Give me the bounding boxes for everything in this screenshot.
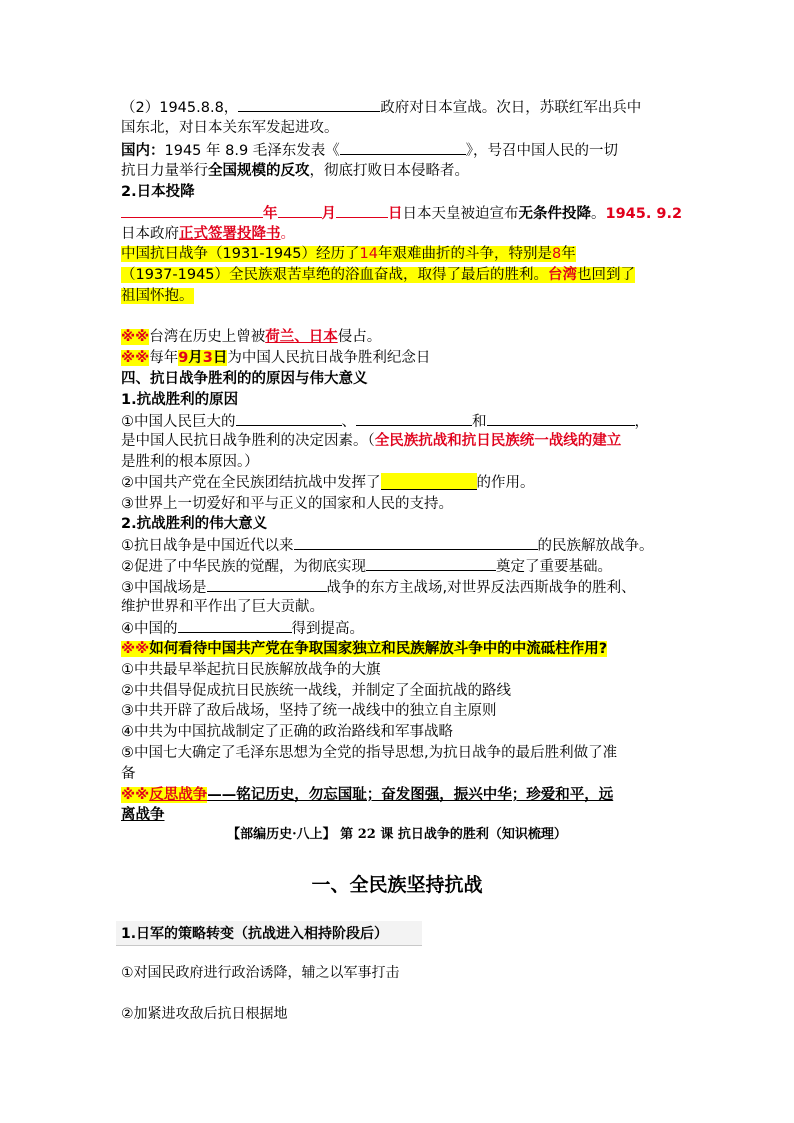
blank-government[interactable] [238,97,380,112]
summary-line-3: 祖国怀抱。 [121,288,194,304]
strategy-1: ①对国民政府进行政治诱降，辅之以军事打击 [121,965,400,981]
blank-meaning-1[interactable] [294,535,538,550]
blank-day[interactable] [336,203,388,218]
blank-cpc-role[interactable] [381,473,477,490]
answer-5-cont: 备 [121,766,136,782]
blank-meaning-3[interactable] [207,577,327,592]
blank-reason-b[interactable] [356,411,472,426]
document-title: 【部编历史·八上】 第 22 课 抗日战争的胜利（知识梳理） [227,827,567,842]
summary-line-2: （1937-1945）全民族艰苦卓绝的浴血奋战，取得了最后的胜利。台湾也回到了 [121,267,636,283]
reason-3: ③世界上一切爱好和平与正义的国家和人民的支持。 [121,496,453,512]
answer-4: ④中共为中国抗战制定了正确的政治路线和军事战略 [121,724,453,740]
domestic-line: 国内：1945 年 8.9 毛泽东发表《 》，号召中国人民的一切 [121,140,618,161]
reason-1-cont: 是中国人民抗日战争胜利的决定因素。（全民族抗战和抗日民族统一战线的建立 [121,433,622,449]
answer-2: ②中共倡导促成抗日民族统一战线，并制定了全面抗战的路线 [121,683,511,699]
question-cpc: ※※如何看待中国共产党在争取国家独立和民族解放斗争中的中流砥柱作用? [121,641,608,657]
reason-1-cont-2: 是胜利的根本原因。） [121,454,259,470]
reflect-war: ※※反思战争——铭记历史，勿忘国耻；奋发图强，振兴中华；珍爱和平，远 [121,787,614,803]
surrender-date-line: 年 月 日日本天皇被迫宣布无条件投降。1945. 9.2 [121,203,682,224]
meaning-4: ④中国的 得到提高。 [121,618,364,639]
blank-meaning-4[interactable] [178,618,292,633]
soviet-war-line-2: 国东北，对日本关东军发起进攻。 [121,120,339,136]
heading-reasons: 1.抗战胜利的原因 [121,392,239,408]
meaning-3-cont: 维护世界和平作出了巨大贡献。 [121,599,324,615]
blank-year[interactable] [121,203,263,218]
heading-strategy: 1.日军的策略转变（抗战进入相持阶段后） [121,926,389,942]
answer-5: ⑤中国七大确定了毛泽东思想为全党的指导思想,为抗日战争的最后胜利做了准 [121,745,618,761]
answer-3: ③中共开辟了敌后战场，坚持了统一战线中的独立自主原则 [121,703,497,719]
strategy-2: ②加紧进攻敌后抗日根据地 [121,1006,288,1022]
note-taiwan: ※※台湾在历史上曾被荷兰、日本侵占。 [121,329,382,345]
soviet-war-line: （2）1945.8.8， 政府对日本宣战。次日，苏联红军出兵中 [121,97,641,118]
meaning-1: ①抗日战争是中国近代以来 的民族解放战争。 [121,535,654,556]
signing-line: 日本政府正式签署投降书。 [121,226,295,242]
note-victory-day: ※※每年9月3日为中国人民抗日战争胜利纪念日 [121,350,431,366]
reason-2: ②中国共产党在全民族团结抗战中发挥了 的作用。 [121,475,535,491]
blank-reason-c[interactable] [487,411,635,426]
heading-meaning: 2.抗战胜利的伟大意义 [121,516,268,532]
blank-month[interactable] [278,203,322,218]
meaning-3: ③中国战场是 战争的东方主战场,对世界反法西斯战争的胜利、 [121,577,636,598]
answer-1: ①中共最早举起抗日民族解放战争的大旗 [121,662,381,678]
reason-1: ①中国人民巨大的 、 和 ， [121,411,649,432]
heading-section-4: 四、抗日战争胜利的的原因与伟大意义 [121,371,368,387]
reflect-war-cont: 离战争 [121,807,165,823]
summary-line-1: 中国抗日战争（1931-1945）经历了14年艰难曲折的斗争，特别是8年 [121,246,576,262]
blank-reason-a[interactable] [236,411,342,426]
meaning-2: ②促进了中华民族的觉醒，为彻底实现 奠定了重要基础。 [121,556,612,577]
blank-declaration[interactable] [340,140,466,155]
heading-japan-surrender: 2.日本投降 [121,184,195,200]
blank-meaning-2[interactable] [366,556,496,571]
page-heading: 一、全民族坚持抗战 [311,874,483,896]
domestic-line-2: 抗日力量举行全国规模的反攻，彻底打败日本侵略者。 [121,163,469,179]
